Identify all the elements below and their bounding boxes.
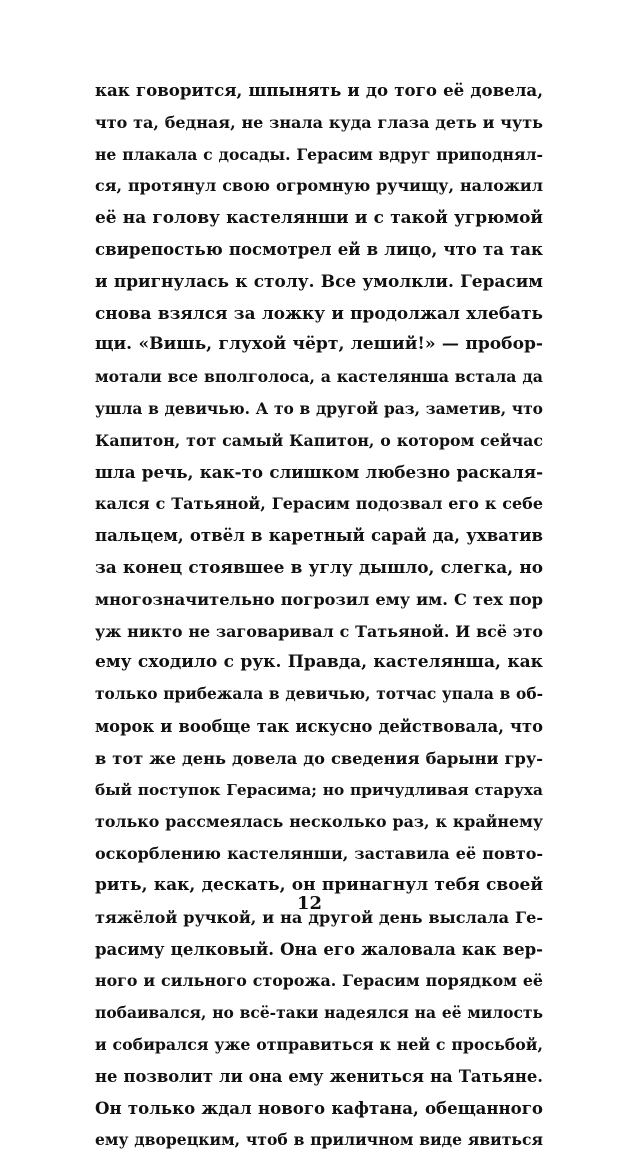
text-line: ного и сильного сторожа. Герасим порядком её (95, 971, 543, 991)
text-line: кался с Татьяной, Герасим подозвал его к себе (95, 494, 543, 514)
text-line: ся, протянул свою огромную ручищу, наложил (95, 176, 543, 196)
text-line: тяжёлой ручкой, и на другой день выслала Ге- (95, 907, 543, 927)
text-line: морок и вообще так искусно действовала, что (95, 716, 543, 736)
text-line: за конец стоявшее в углу дышло, слегка, но (95, 556, 543, 577)
text-line: свирепостью посмотрел ей в лицо, что та так (95, 238, 543, 259)
text-line: Капитон, тот самый Капитон, о котором сейчас (95, 430, 543, 450)
text-line: щи. «Вишь, глухой чёрт, леший!» — пробор- (95, 334, 543, 355)
text-line: мотали все вполголоса, а кастелянша встала да (95, 367, 543, 387)
page-number: 12 (296, 893, 323, 914)
text-line: ушла в девичью. А то в другой раз, заметив, что (95, 398, 543, 418)
text-line: снова взялся за ложку и продолжал хлебать (95, 302, 543, 323)
text-line: что та, бедная, не знала куда глаза деть и чуть (95, 112, 543, 132)
text-line: пальцем, отвёл в каретный сарай да, ухватив (95, 525, 543, 546)
text-line: и пригнулась к столу. Все умолкли. Герасим (95, 270, 543, 291)
text-line: ему сходило с рук. Правда, кастелянша, как (95, 652, 543, 673)
text-line: шла речь, как-то слишком любезно раскаля- (95, 461, 543, 482)
text-line: в тот же день довела до сведения барыни гру- (95, 748, 543, 768)
text-line: только прибежала в девичью, тотчас упала в об- (95, 685, 543, 704)
text-line: оскорблению кастелянши, заставила её повто- (95, 844, 543, 864)
text-line: как говорится, шпынять и до того её довела, (95, 80, 543, 100)
text-line: побаивался, но всё-таки надеялся на её милость (95, 1003, 543, 1023)
text-line: ему дворецким, чтоб в приличном виде явиться (95, 1130, 543, 1150)
text-line: только рассмеялась несколько раз, к крайнему (95, 812, 543, 832)
text-line: её на голову кастелянши и с такой угрюмой (95, 207, 543, 228)
text-line: расиму целковый. Она его жаловала как вер- (95, 938, 543, 959)
text-line: уж никто не заговаривал с Татьяной. И всё это (95, 621, 543, 641)
text-line: бый поступок Герасима; но причудливая старуха (95, 780, 543, 799)
body-text (95, 75, 543, 1156)
text-line: Он только ждал нового кафтана, обещанного (95, 1097, 543, 1118)
text-line: не позволит ли она ему жениться на Татьяне. (95, 1066, 543, 1086)
text-line: многозначительно погрозил ему им. С тех пор (95, 589, 543, 609)
text-line: и собирался уже отправиться к ней с просьбой, (95, 1034, 543, 1054)
text-line: не плакала с досады. Герасим вдруг приподнял- (95, 144, 543, 164)
text-line: рить, как, дескать, он принагнул тебя своей (95, 874, 543, 895)
